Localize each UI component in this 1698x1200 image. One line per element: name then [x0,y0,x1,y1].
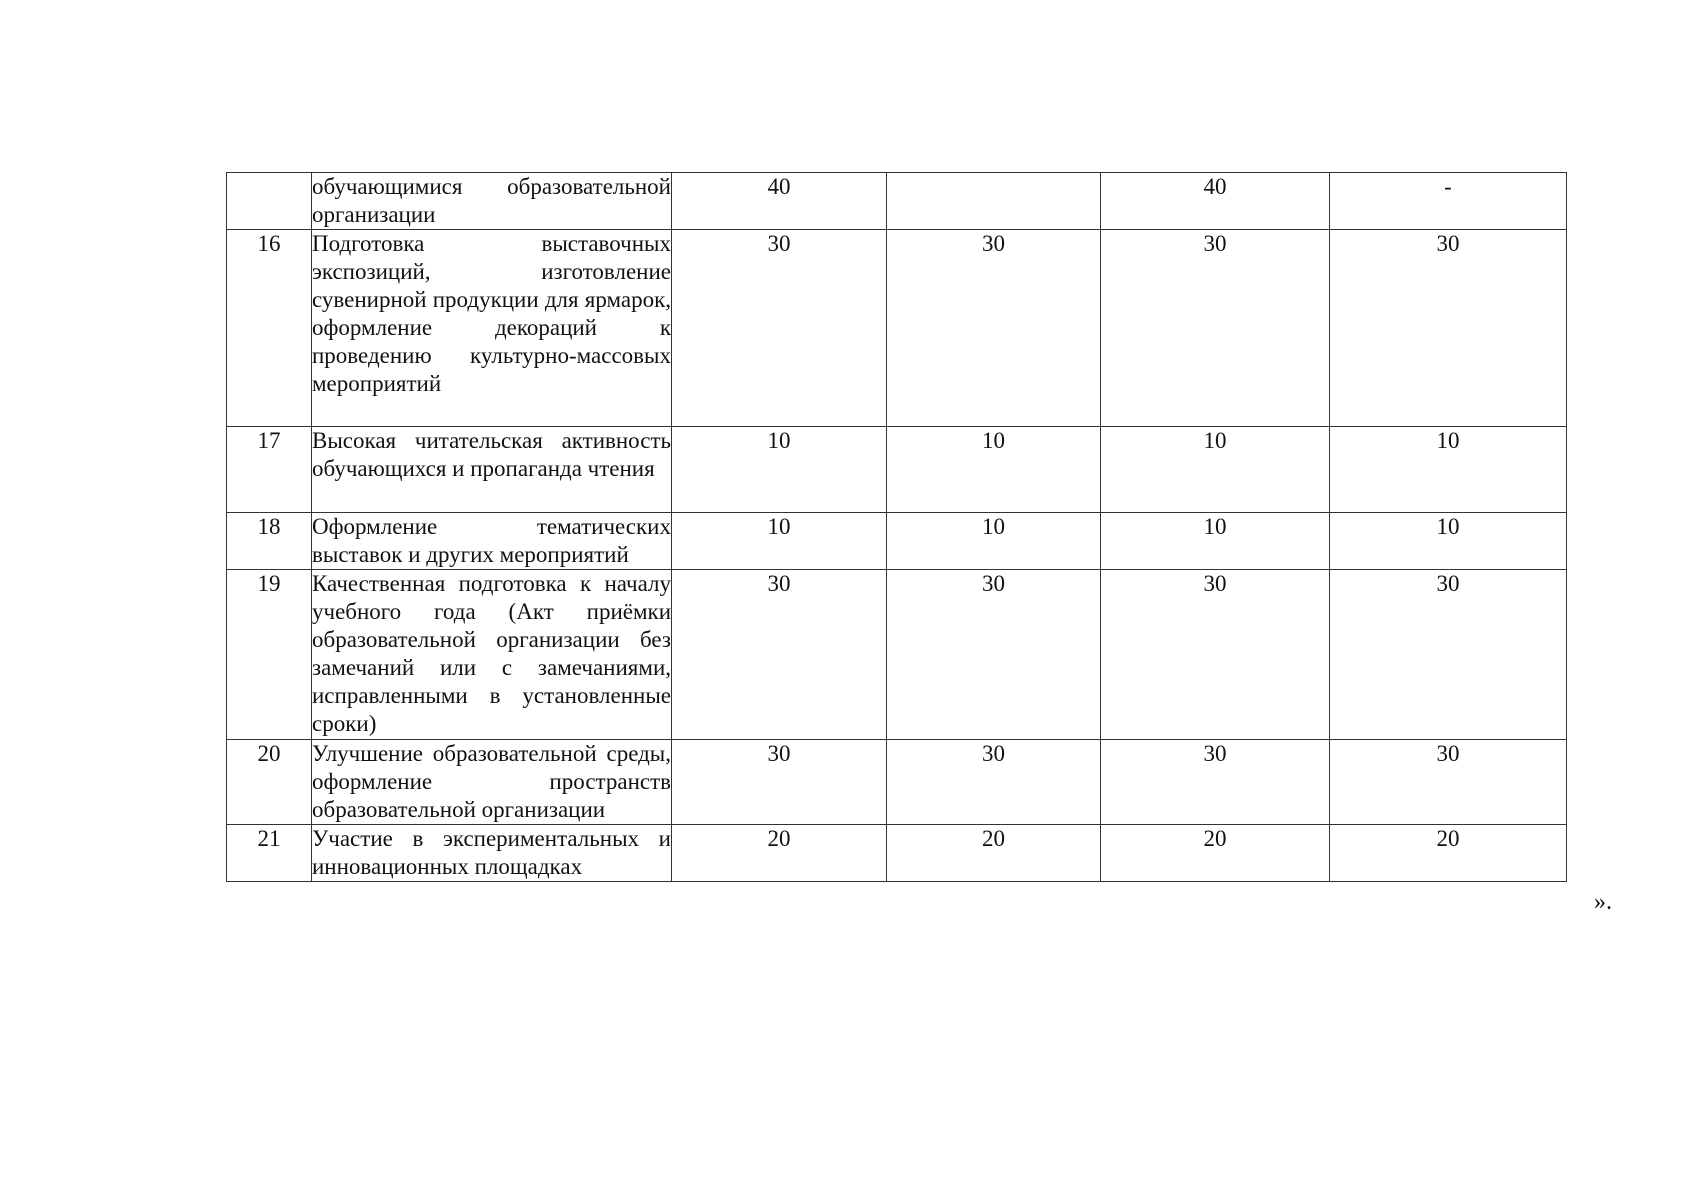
row-value-4: 10 [1330,427,1567,513]
closing-quote-mark: ». [1594,889,1612,915]
row-description: Подготовка выставочных экспозиций, изготовление сувенирной продукции для ярмарок, оформление декораций к проведению культурно-массовых мероприятий [312,230,672,427]
row-value-1: 40 [672,173,887,230]
table-row [227,230,1567,427]
table-row [227,570,1567,740]
row-description: Участие в экспериментальных и инновационных площадках [312,825,672,882]
row-value-4: 10 [1330,513,1567,570]
row-description: Высокая читательская активность обучающихся и пропаганда чтения [312,427,672,513]
row-value-4: 30 [1330,230,1567,427]
row-value-3: 20 [1101,825,1330,882]
row-value-2: 20 [887,825,1101,882]
row-value-1: 30 [672,570,887,740]
row-value-2: 30 [887,230,1101,427]
row-value-1: 10 [672,513,887,570]
row-value-3: 30 [1101,570,1330,740]
row-number: 19 [227,570,312,740]
row-value-4: 30 [1330,740,1567,825]
criteria-table [226,172,1567,882]
table-row [227,173,1567,230]
row-number: 17 [227,427,312,513]
row-number: 20 [227,740,312,825]
row-description: обучающимися образовательной организации [312,173,672,230]
row-number [227,173,312,230]
row-value-1: 30 [672,740,887,825]
row-description: Оформление тематических выставок и других мероприятий [312,513,672,570]
row-value-1: 10 [672,427,887,513]
row-value-4: 30 [1330,570,1567,740]
row-value-2: 30 [887,570,1101,740]
row-value-2: 10 [887,427,1101,513]
row-number: 21 [227,825,312,882]
row-value-2: 10 [887,513,1101,570]
row-value-3: 10 [1101,513,1330,570]
row-value-4: 20 [1330,825,1567,882]
row-value-3: 30 [1101,230,1330,427]
row-value-1: 30 [672,230,887,427]
table-row [227,740,1567,825]
table-row [227,513,1567,570]
row-value-2 [887,173,1101,230]
table-row [227,825,1567,882]
row-value-2: 30 [887,740,1101,825]
row-value-3: 30 [1101,740,1330,825]
row-description: Качественная подготовка к началу учебного года (Акт приёмки образовательной организации без замечаний или с замечаниями, исправленными в установленные сроки) [312,570,672,740]
row-value-3: 40 [1101,173,1330,230]
table-row [227,427,1567,513]
row-number: 18 [227,513,312,570]
row-value-4: - [1330,173,1567,230]
row-number: 16 [227,230,312,427]
row-description: Улучшение образовательной среды, оформление пространств образовательной организации [312,740,672,825]
row-value-3: 10 [1101,427,1330,513]
row-value-1: 20 [672,825,887,882]
